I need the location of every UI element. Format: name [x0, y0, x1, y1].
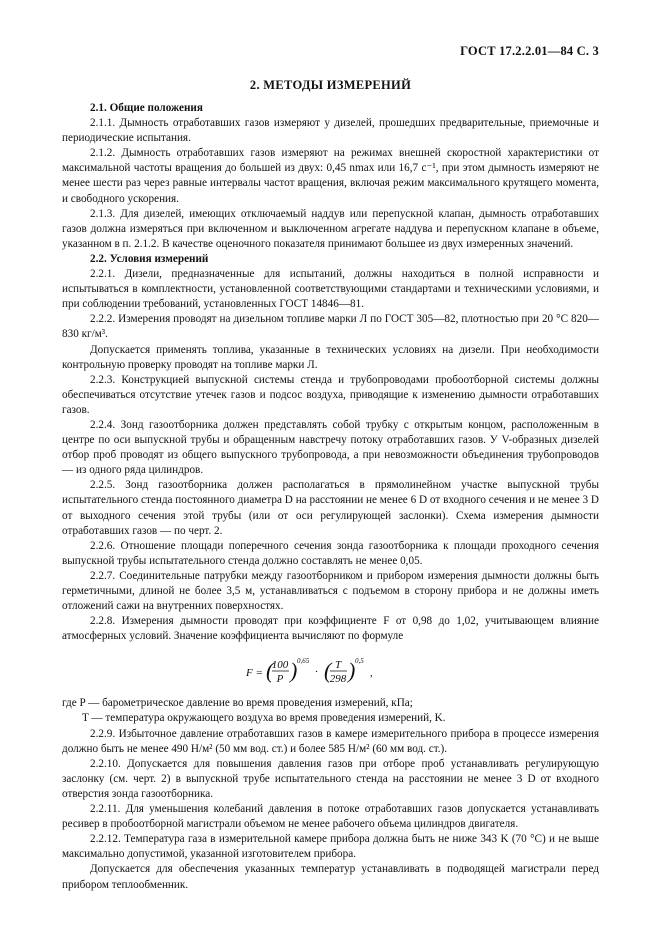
document-body	[62, 101, 599, 893]
paragraph-2-2-3: 2.2.3. Конструкцией выпускной системы стенда и трубопроводами пробоотборной системы должны обеспечиваться отсутствие утечек газов и подсос воздуха, приводящие к изменению дымности отработавших газов.	[62, 373, 599, 416]
denominator-1: P	[276, 673, 283, 686]
subsection-heading-2-2: 2.2. Условия измерений	[90, 252, 209, 265]
paragraph-2-1-3: 2.1.3. Для дизелей, имеющих отключаемый наддув или перепускной клапан, дымность отработавших газов должна измеряться при включенном и выключенном агрегате наддува и перепускном клапане в объеме, указанном в п. 2.1.2. В качестве оценочного показателя принимают большее из двух измеренных значений.	[62, 207, 599, 250]
multiplication-dot: ·	[314, 666, 318, 679]
paragraph-2-2-11: 2.2.11. Для уменьшения колебаний давления в потоке отработавших газов допускается устанавливать ресивер в пробоотборной магистрали объемом не менее рабочего объема цилиндров двигателя.	[62, 803, 599, 831]
where-p-definition: где P — барометрическое давление во время проведения измерений, кПа;	[62, 697, 413, 710]
paragraph-2-2-2: 2.2.2. Измерения проводят на дизельном топливе марки Л по ГОСТ 305—82, плотностью при 20 °С 820—830 кг/м³.	[62, 313, 599, 341]
paragraph-2-2-7: 2.2.7. Соединительные патрубки между газоотборником и прибором измерения дымности должны быть герметичными, длиной не более 3,5 м, устанавливаться с подъемом в сторону прибора и не должны иметь отложений сажи на внутренних поверхностях.	[62, 569, 599, 613]
paragraph-2-2-4: 2.2.4. Зонд газоотборника должен представлять собой трубку с открытым концом, расположенным в центре по оси выпускной трубы и обращенным навстречу потоку отработавших газов. У V-образных дизелей отбор проб проводят из общего выпускного трубопровода, а при невозможности объединения трубопроводов — из одного ряда цилиндров.	[62, 418, 599, 477]
exponent-2: 0,5	[354, 657, 364, 666]
paren-close-1: )	[289, 658, 297, 684]
paragraph-2-2-12-note: Допускается для обеспечения указанных температур устанавливать в подводящей магистрали перед прибором теплообменник.	[62, 863, 599, 891]
paragraph-2-2-9: 2.2.9. Избыточное давление отработавших газов в камере измерительного прибора в процессе измерения должно быть не менее 490 Н/м² (50 мм вод. ст.) и более 585 Н/м² (60 мм вод. ст.).	[62, 727, 599, 755]
formula-graphic	[246, 656, 416, 688]
paragraph-2-2-10: 2.2.10. Допускается для повышения давления газов при отборе проб устанавливать регулирующую заслонку (см. черт. 2) в выпускной трубе испытательного стенда на расстоянии не менее 3 D от входного отверстия зонда газоотборника.	[62, 757, 599, 800]
paragraph-2-1-2: 2.1.2. Дымность отработавших газов измеряют на режимах внешней скоростной характеристики от максимальной частоты вращения до большей из двух: 0,45 nmax или 16,7 с⁻¹, при этом дымность измеряют не менее шести раз через равные интервалы частот вращения, включая режим максимального крутящего момента, и свободного ускорения.	[62, 147, 599, 205]
formula-f	[62, 656, 599, 686]
paren-open-1: (	[265, 658, 273, 684]
page-header: ГОСТ 17.2.2.01—84 С. 3	[460, 44, 599, 58]
paragraph-2-2-5: 2.2.5. Зонд газоотборника должен располагаться в прямолинейном участке выпускной трубы испытательного стенда постоянного диаметра D на расстоянии не менее 6 D от входного сечения и не менее 3 D от выходного сечения этой трубы (или от оси регулирующей заслонки). Схема измерения дымности отработавших газов — по черт. 2.	[62, 479, 599, 537]
paren-open-2: (	[323, 658, 331, 684]
paren-close-2: )	[347, 658, 355, 684]
where-t-definition: T — температура окружающего воздуха во время проведения измерений, K.	[82, 712, 446, 725]
formula-tail: ,	[369, 667, 373, 680]
subsection-heading-2-1: 2.1. Общие положения	[90, 102, 203, 114]
formula-lhs: F =	[245, 667, 263, 680]
numerator-2: T	[334, 659, 341, 672]
paragraph-2-2-1: 2.2.1. Дизели, предназначенные для испытаний, должны находиться в полной исправности и испытываться в комплектности, установленной соответствующими стандартами и техническими условиями, и при соблюдении требований, установленных ГОСТ 14846—81.	[62, 268, 599, 311]
exponent-1: 0,65	[296, 657, 309, 666]
paragraph-2-2-2-note: Допускается применять топлива, указанные в технических условиях на дизели. При необходимости контрольную проверку проводят на топливе марки Л.	[62, 343, 599, 371]
paragraph-2-2-6: 2.2.6. Отношение площади поперечного сечения зонда газоотборника к площади проходного сечения выпускной трубы испытательного стенда должно составлять не менее 0,05.	[62, 539, 599, 567]
paragraph-2-2-12: 2.2.12. Температура газа в измерительной камере прибора должна быть не ниже 343 K (70 °С) и не выше максимально допустимой, указанной изготовителем прибора.	[62, 833, 599, 861]
paragraph-2-2-8: 2.2.8. Измерения дымности проводят при коэффициенте F от 0,98 до 1,02, учитывающем влияние атмосферных условий. Значение коэффициента вычисляют по формуле	[62, 615, 599, 643]
denominator-2: 298	[329, 673, 346, 686]
paragraph-2-1-1: 2.1.1. Дымность отработавших газов измеряют у дизелей, прошедших предварительные, приемочные и периодические испытания.	[62, 117, 599, 145]
section-title: 2. МЕТОДЫ ИЗМЕРЕНИЙ	[249, 78, 412, 92]
numerator-1: 100	[271, 659, 288, 672]
